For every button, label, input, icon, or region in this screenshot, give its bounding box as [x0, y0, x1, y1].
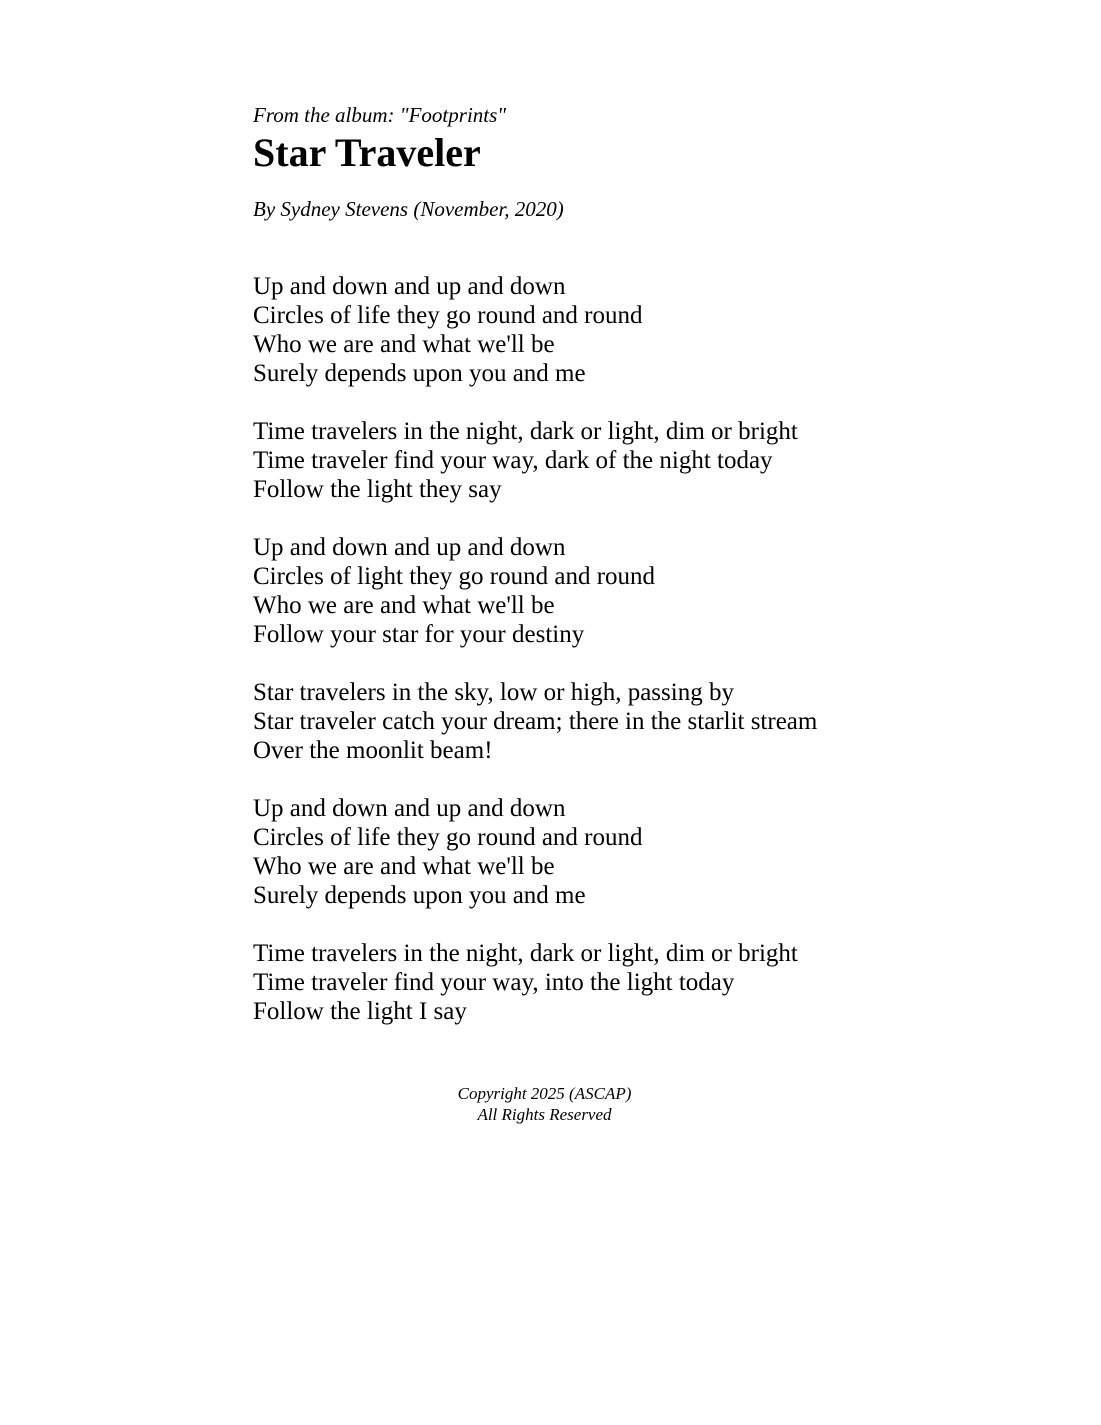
stanza-2 [253, 417, 1013, 504]
lyrics-body [253, 272, 1013, 1026]
stanza-5 [253, 794, 1013, 910]
lyric-line: Star travelers in the sky, low or high, passing by [253, 679, 734, 706]
lyric-line: Who we are and what we'll be [253, 331, 555, 358]
lyric-line: Star traveler catch your dream; there in the starlit stream [253, 708, 818, 735]
lyric-line: Surely depends upon you and me [253, 882, 586, 909]
stanza-6 [253, 939, 1013, 1026]
lyric-line: Who we are and what we'll be [253, 853, 555, 880]
lyric-line: Time travelers in the night, dark or light, dim or bright [253, 418, 798, 445]
lyric-line: Time travelers in the night, dark or light, dim or bright [253, 940, 798, 967]
lyric-line: Follow the light they say [253, 476, 502, 503]
lyric-line: Circles of life they go round and round [253, 302, 643, 329]
lyric-line: Over the moonlit beam! [253, 737, 493, 764]
copyright-notice [0, 1083, 1089, 1125]
lyric-line: Up and down and up and down [253, 534, 566, 561]
album-label: From the album: "Footprints" [253, 103, 507, 127]
page-content [253, 100, 1013, 1055]
stanza-1 [253, 272, 1013, 388]
lyric-line: Up and down and up and down [253, 795, 566, 822]
lyric-line: Circles of light they go round and round [253, 563, 656, 590]
lyric-line: Who we are and what we'll be [253, 592, 555, 619]
lyric-line: Follow your star for your destiny [253, 621, 585, 648]
rights-line: All Rights Reserved [477, 1105, 612, 1124]
lyric-line: Surely depends upon you and me [253, 360, 586, 387]
lyric-line: Circles of life they go round and round [253, 824, 643, 851]
stanza-3 [253, 533, 1013, 649]
lyric-line: Follow the light I say [253, 998, 467, 1025]
song-title: Star Traveler [253, 130, 481, 175]
lyric-line: Up and down and up and down [253, 273, 566, 300]
lyric-line: Time traveler find your way, into the light today [253, 969, 735, 996]
copyright-line: Copyright 2025 (ASCAP) [457, 1084, 632, 1103]
lyric-line: Time traveler find your way, dark of the night today [253, 447, 773, 474]
stanza-4 [253, 678, 1013, 765]
author-byline: By Sydney Stevens (November, 2020) [253, 197, 564, 221]
